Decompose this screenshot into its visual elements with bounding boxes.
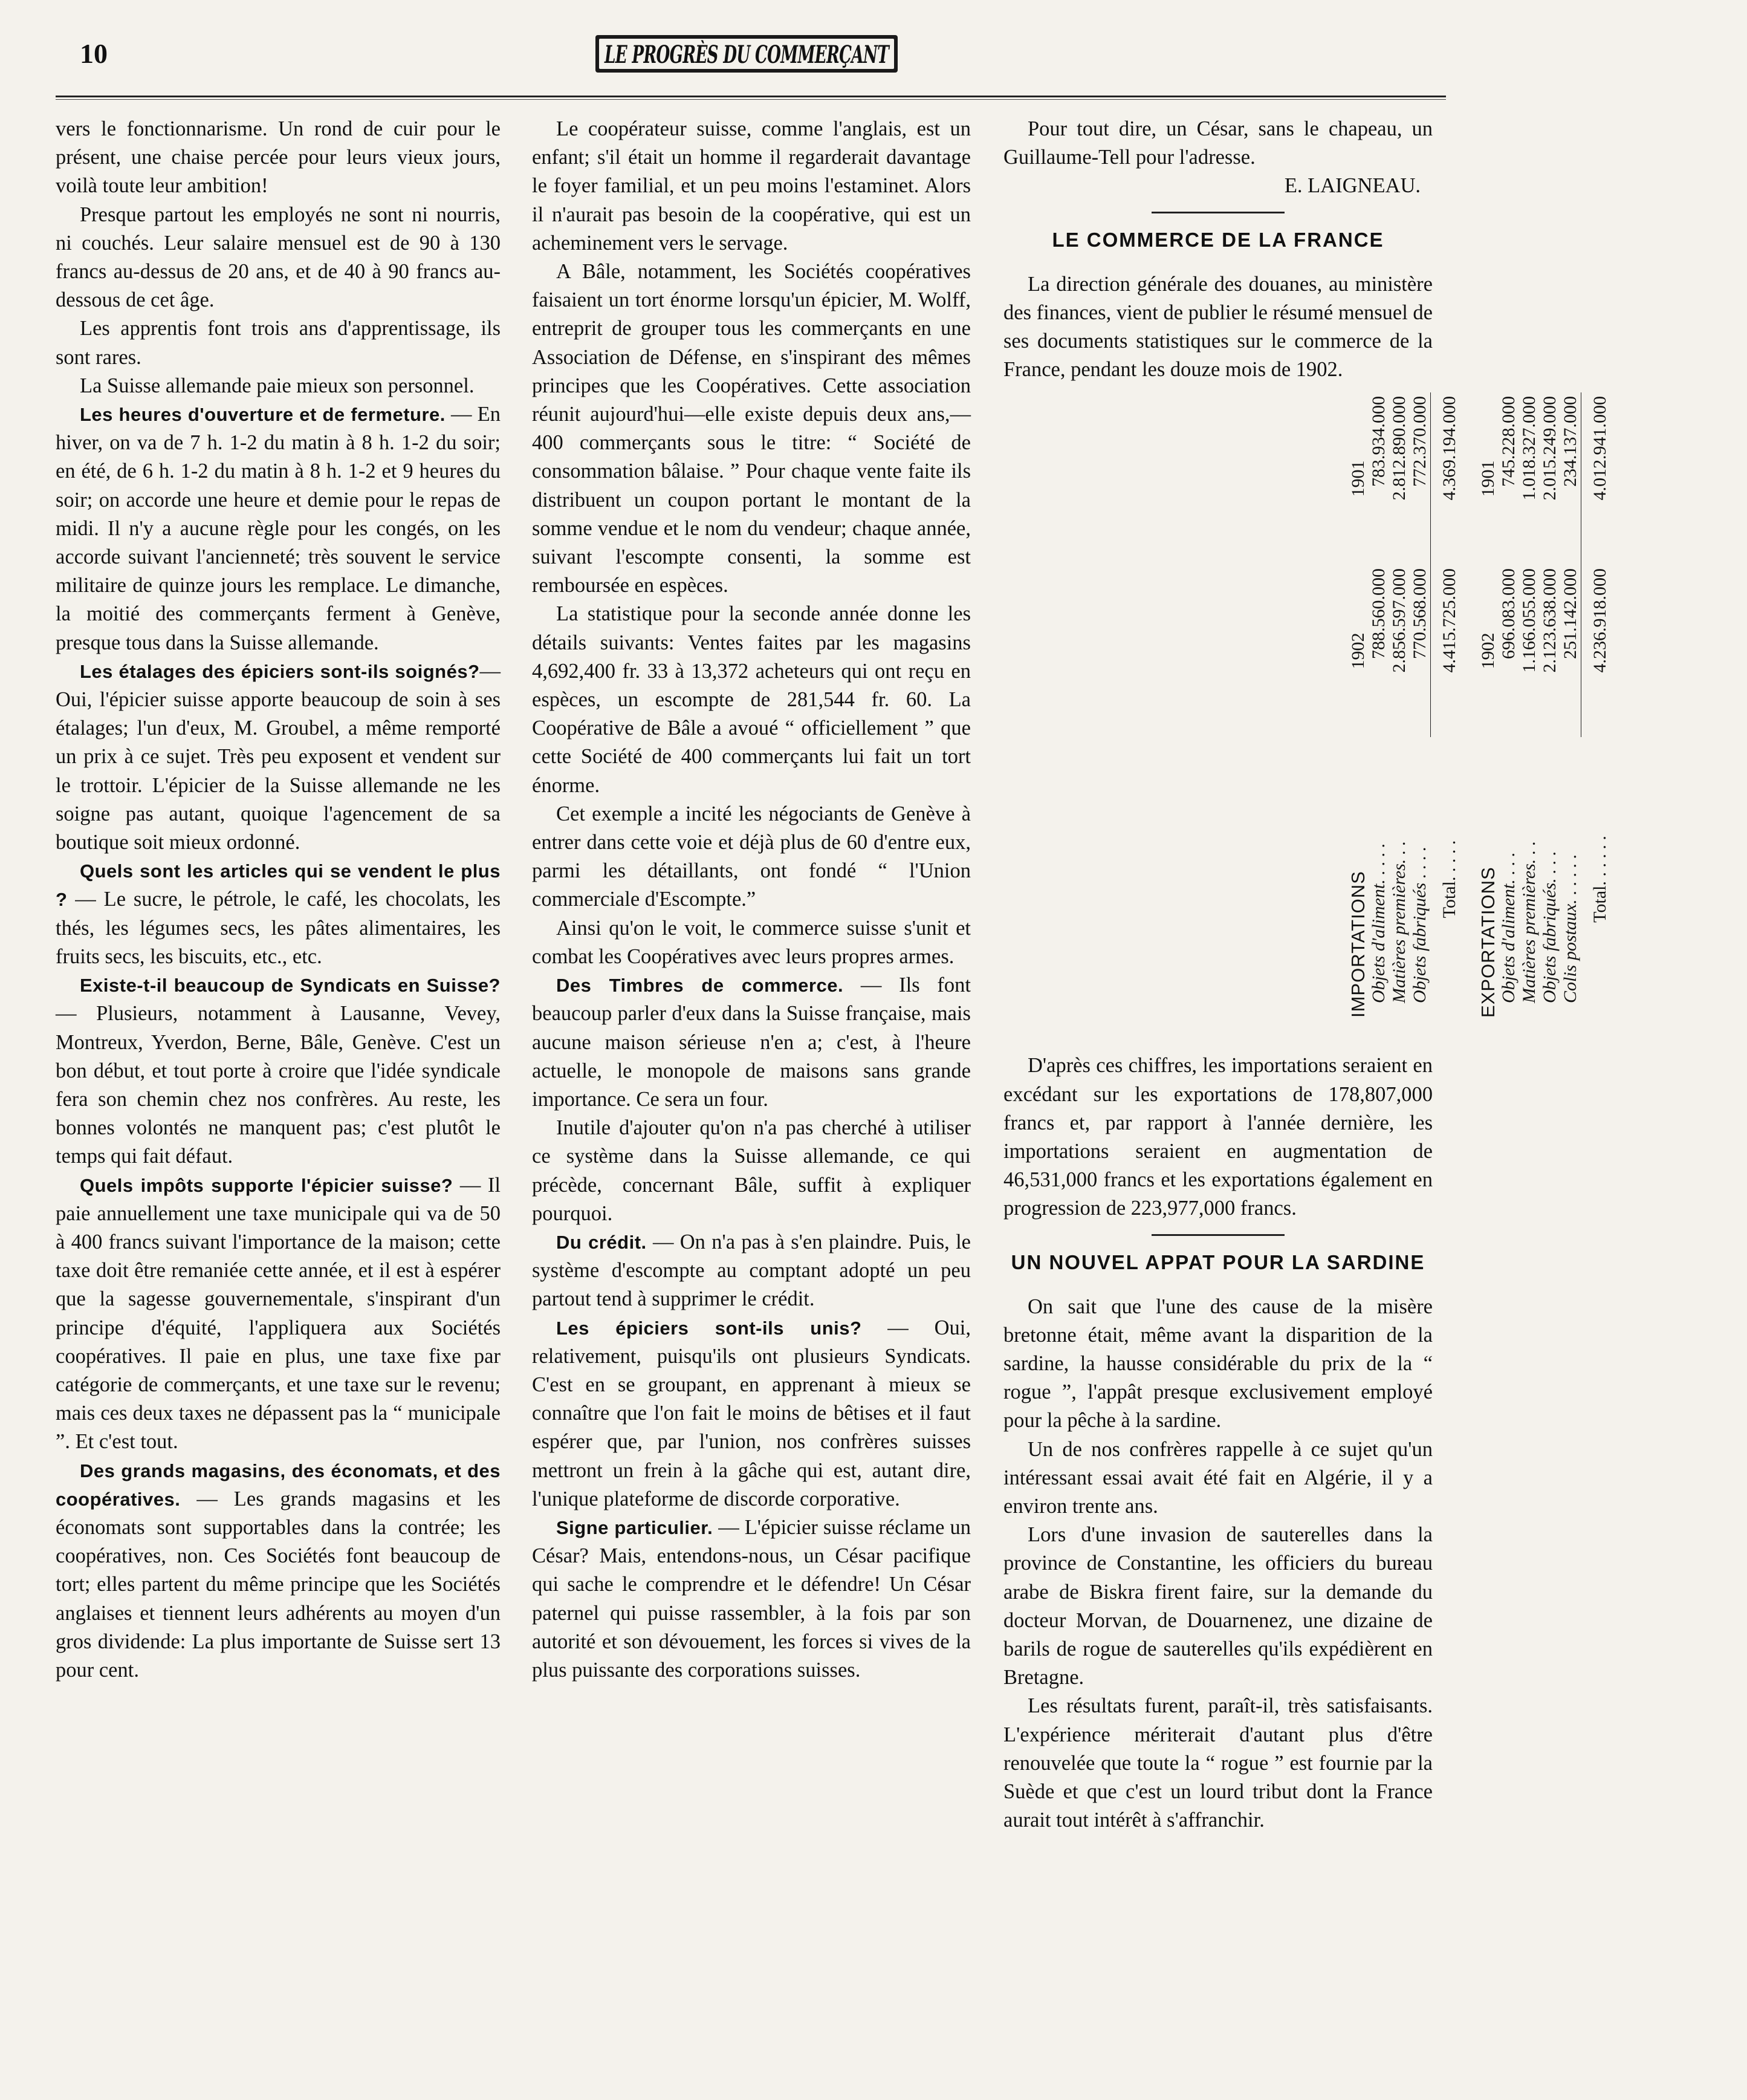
trade-table	[1348, 392, 1747, 1021]
paragraph: Des grands magasins, des économats, et des coopératives. — Les grands magasins et les économats sont supportables dans la contrée; les coopératives, non. Ces Sociétés font beaucoup de tort; elles partent du même principe que les Sociétés anglaises et tiennent leurs adhérents au moyen d'un gros dividende: La plus importante de Suisse sert 13 pour cent.	[56, 1460, 501, 1682]
paragraph: A Bâle, notamment, les Sociétés coopératives faisaient un tort énorme lorsqu'un épicier, M. Wolff, entreprit de grouper tous les commerçants en une Association de Défense, en s'inspirant des mêmes principes que les Coopératives. Cette association réunit aujourd'hui—elle existe depuis deux ans,—400 commerçants sous le titre: “ Société de consommation bâlaise. ” Pour chaque vente faite ils distribuent un coupon portant le montant de la somme vendue et le nom du vendeur; chaque année, suivant l'escompte consenti, la somme est remboursée en espèces.	[532, 260, 971, 597]
paragraph: vers le fonctionnarisme. Un rond de cuir pour le présent, une chaise percée pour leurs vieux jours, voilà toute leur ambition!	[56, 117, 501, 198]
table-year: 1902	[1478, 632, 1498, 669]
paragraph: Pour tout dire, un César, sans le chapeau, un Guillaume-Tell pour l'adresse.	[1003, 117, 1433, 169]
table-cell: 2.015.249.000	[1540, 396, 1560, 501]
paragraph: Presque partout les employés ne sont ni nourris, ni couchés. Leur salaire mensuel est de 90 à 130 francs au-dessus de 20 ans, et de 40 à 90 francs au-dessous de cet âge.	[56, 203, 501, 312]
table-cell: 2.812.890.000	[1389, 396, 1409, 501]
svg-text:LE PROGRÈS DU COMMERÇANT: LE PROGRÈS DU COMMERÇANT	[604, 41, 890, 69]
table-total: 4.236.918.000	[1581, 565, 1611, 737]
masthead-logo	[595, 29, 898, 77]
paragraph: La direction générale des douanes, au ministère des finances, vient de publier le résumé mensuel de ses documents statistiques sur le commerce de la France, pendant les douze mois de 1902.	[1003, 272, 1433, 382]
paragraph: Le coopérateur suisse, comme l'anglais, est un enfant; s'il était un homme il regarderait davantage le foyer familial, et un peu moins l'estaminet. Alors il n'aurait pas besoin de la coopérative, qui est un acheminement vers le servage.	[532, 117, 971, 255]
table-cell: 772.370.000	[1410, 396, 1430, 487]
section-heading: Les heures d'ouverture et de fermeture.	[80, 404, 446, 426]
table-row-label: Objets d'aliment. . . . .	[1369, 843, 1389, 1004]
table-row-label: Colis postaux. . . . . .	[1560, 854, 1580, 1004]
paragraph: On sait que l'une des cause de la misère bretonne était, même avant la disparition de la sardine, la hausse considérable du prix de la “ rogue ”, l'appât presque exclusivement employé pour la pêche à la sardine.	[1003, 1295, 1433, 1432]
table-group-label: IMPORTATIONS	[1347, 871, 1369, 1018]
table-group-label: EXPORTATIONS	[1477, 866, 1499, 1018]
table-cell: 2.123.638.000	[1540, 568, 1560, 673]
page-number: 10	[80, 38, 108, 69]
column-2	[532, 115, 971, 1685]
section-heading: Quels impôts supporte l'épicier suisse?	[80, 1174, 453, 1196]
paragraph: La Suisse allemande paie mieux son personnel.	[80, 374, 475, 397]
paragraph: Un de nos confrères rappelle à ce sujet qu'un intéressant essai avait été fait en Algérie, il y a environ trente ans.	[1003, 1437, 1433, 1518]
section-heading: Des Timbres de commerce.	[556, 975, 844, 996]
paragraph: Quels impôts supporte l'épicier suisse? — Il paie annuellement une taxe municipale qui va de 50 à 400 francs suivant l'importance de la maison; cette taxe doit être remaniée cette année, et il est à espérer que la sagesse gouvernementale, s'inspirant d'un principe d'équité, l'appliquera aux Sociétés coopératives. Il paie en plus, une taxe fixe par catégorie de commerçants, et une taxe sur le revenu; mais ces deux taxes ne dépassent pas la “ municipale ”. Et c'est tout.	[56, 1173, 501, 1454]
table-cell: 251.142.000	[1560, 568, 1580, 660]
paragraph: Les étalages des épiciers sont-ils soignés?—Oui, l'épicier suisse apporte beaucoup de soin à ses étalages; l'un d'eux, M. Groubel, a même remporté un prix à ce sujet. Très peu exposent et vendent sur le trottoir. L'épicier de la Suisse allemande ne les soigne pas autant, quoique l'agencement de sa boutique soit mieux ordonné.	[56, 659, 501, 854]
table-row-label: Objets fabriqués. . . .	[1540, 851, 1560, 1004]
header-rule-thin	[56, 99, 1446, 100]
paragraph: Signe particulier. — L'épicier suisse réclame un César? Mais, entendons-nous, un César pacifique qui sache le comprendre et le défendre! Un César paternel qui puisse rassembler, à la fois par son autorité et son dévouement, les forces si vives de la plus puissante des corporations suisses.	[532, 1515, 971, 1682]
table-cell: 770.568.000	[1410, 568, 1430, 660]
table-row-label: Objets d'aliment. . . .	[1499, 852, 1518, 1004]
signature: E. LAIGNEAU.	[1284, 174, 1421, 198]
table-year: 1902	[1348, 632, 1368, 669]
trade-table-wrapper	[1028, 392, 1610, 1033]
table-cell: 788.560.000	[1369, 568, 1389, 660]
paragraph: Les apprentis font trois ans d'apprentissage, ils sont rares.	[56, 317, 501, 369]
paragraph: Lors d'une invasion de sauterelles dans la province de Constantine, les officiers du bureau arabe de Biskra firent faire, sur la demande du docteur Morvan, de Douarnenez, une dizaine de barils de rogue de sauterelles qu'ils expédièrent en Bretagne.	[1003, 1523, 1433, 1689]
paragraph: Inutile d'ajouter qu'on n'a pas cherché à utiliser ce système dans la Suisse allemande, ce qui précède, concernant Bâle, suffit à expliquer pourquoi.	[532, 1116, 971, 1225]
table-year: 1901	[1348, 460, 1368, 497]
table-row-label: Matières premières. . .	[1389, 841, 1409, 1004]
section-heading: Quels sont les articles qui se vendent le plus ?	[56, 860, 501, 911]
article-title: LE COMMERCE DE LA FRANCE	[1052, 228, 1384, 251]
paragraph: D'après ces chiffres, les importations seraient en excédant sur les exportations de 178,807,000 francs et, par rapport à l'année dernière, les importations seraient en augmentation de 46,531,000 francs et les exportations également en progression de 223,977,000 francs.	[1003, 1054, 1433, 1220]
table-cell: 783.934.000	[1369, 396, 1389, 487]
paragraph: Quels sont les articles qui se vendent le plus ? — Le sucre, le pétrole, le café, les chocolats, les thés, les légumes secs, les pâtes alimentaires, les fruits secs, les biscuits, etc., etc.	[56, 860, 501, 968]
table-total-label: Total. . . . . .	[1589, 836, 1610, 923]
table-cell: 2.856.597.000	[1389, 568, 1409, 673]
section-divider	[1152, 212, 1285, 213]
paragraph: Les heures d'ouverture et de fermeture. — En hiver, on va de 7 h. 1-2 du matin à 8 h. 1-2 du soir; en été, de 6 h. 1-2 du matin à 8 h. 1-2 et 9 heures du soir; on accorde une heure et demie pour le repas de midi. Il n'y a aucune règle pour les congés, on les accorde suivant l'ancienneté; très souvent le service militaire de quinze jours les remplace. Le dimanche, la moitié des commerçants ferment à Genève, presque tous dans la Suisse allemande.	[56, 403, 501, 654]
article-title: UN NOUVEL APPAT POUR LA SARDINE	[1011, 1250, 1425, 1273]
paragraph: Les épiciers sont-ils unis? — Oui, relativement, puisqu'ils ont plusieurs Syndicats. C'est en se groupant, en apprenant à mieux se connaître que l'on fait le moins de bêtises et il faut espérer que, par l'union, nos confrères suisses mettront un frein à la gâche qui est, autant dire, l'unique plateforme de discorde corporative.	[532, 1316, 971, 1510]
table-total: 4.012.941.000	[1581, 392, 1611, 565]
section-heading: Existe-t-il beaucoup de Syndicats en Suisse?	[80, 975, 501, 996]
section-divider	[1152, 1234, 1285, 1236]
paragraph: Les résultats furent, paraît-il, très satisfaisants. L'expérience mériterait d'autant plus d'être renouvelée que toute la “ rogue ” est fournie par la Suède et que c'est un lourd tribut dont la France aurait tout intérêt à s'affranchir.	[1003, 1694, 1433, 1832]
table-total-label: Total. . . . .	[1439, 840, 1459, 918]
section-heading: Des grands magasins, des économats, et des coopératives.	[56, 1460, 501, 1510]
column-1	[56, 115, 501, 1685]
section-heading: Signe particulier.	[556, 1516, 713, 1538]
paragraph: Du crédit. — On n'a pas à s'en plaindre. Puis, le système d'escompte au comptant adopté un peu partout tend à supprimer le crédit.	[532, 1230, 971, 1311]
table-cell: 745.228.000	[1499, 396, 1518, 487]
section-heading: Les étalages des épiciers sont-ils soignés?	[80, 660, 480, 682]
paragraph: Cet exemple a incité les négociants de Genève à entrer dans cette voie et déjà plus de 60 d'entre eux, parmi les détaillants, ont fondé “ l'Union commerciale d'Escompte.”	[532, 802, 971, 911]
masthead-logo-graphic	[595, 29, 898, 77]
table-year: 1901	[1478, 460, 1498, 497]
table-cell: 1.166.055.000	[1519, 568, 1539, 673]
paragraph: La statistique pour la seconde année donne les détails suivants: Ventes faites par les magasins 4,692,400 fr. 33 à 13,372 acheteurs qui ont reçu en espèces, un escompte de 281,544 fr. 60. La Coopérative de Bâle a avoué “ officiellement ” que cette Société de 400 commerçants lui fait un tort énorme.	[532, 602, 971, 797]
paragraph: Ainsi qu'on le voit, le commerce suisse s'unit et combat les Coopératives avec leurs propres armes.	[532, 916, 971, 968]
table-total: 4.415.725.000	[1431, 565, 1460, 737]
table-total: 4.369.194.000	[1431, 392, 1460, 565]
table-row-label: Matières premières. . .	[1519, 841, 1539, 1004]
table-cell: 696.083.000	[1499, 568, 1518, 660]
table-row-label: Objets fabriqués . . . .	[1410, 847, 1430, 1004]
section-heading: Les épiciers sont-ils unis?	[556, 1317, 862, 1339]
paragraph: Des Timbres de commerce. — Ils font beaucoup parler d'eux dans la Suisse française, mais aucune maison sérieuse n'en a; c'est, à l'heure actuelle, le monopole de maisons sans grande importance. Ce sera un four.	[532, 974, 971, 1111]
table-cell: 1.018.327.000	[1519, 396, 1539, 501]
table-cell: 234.137.000	[1560, 396, 1580, 487]
section-heading: Du crédit.	[556, 1231, 647, 1253]
column-3	[1003, 115, 1610, 1835]
header-rule	[56, 96, 1446, 97]
paragraph: Existe-t-il beaucoup de Syndicats en Suisse? — Plusieurs, notamment à Lausanne, Vevey, Montreux, Yverdon, Berne, Bâle, Genève. C'est un bon début, et tout porte à croire que l'idée syndicale fera son chemin chez nos confrères. Au reste, les bonnes volontés ne manquent pas; c'est plutôt le temps qui fait défaut.	[56, 975, 501, 1168]
